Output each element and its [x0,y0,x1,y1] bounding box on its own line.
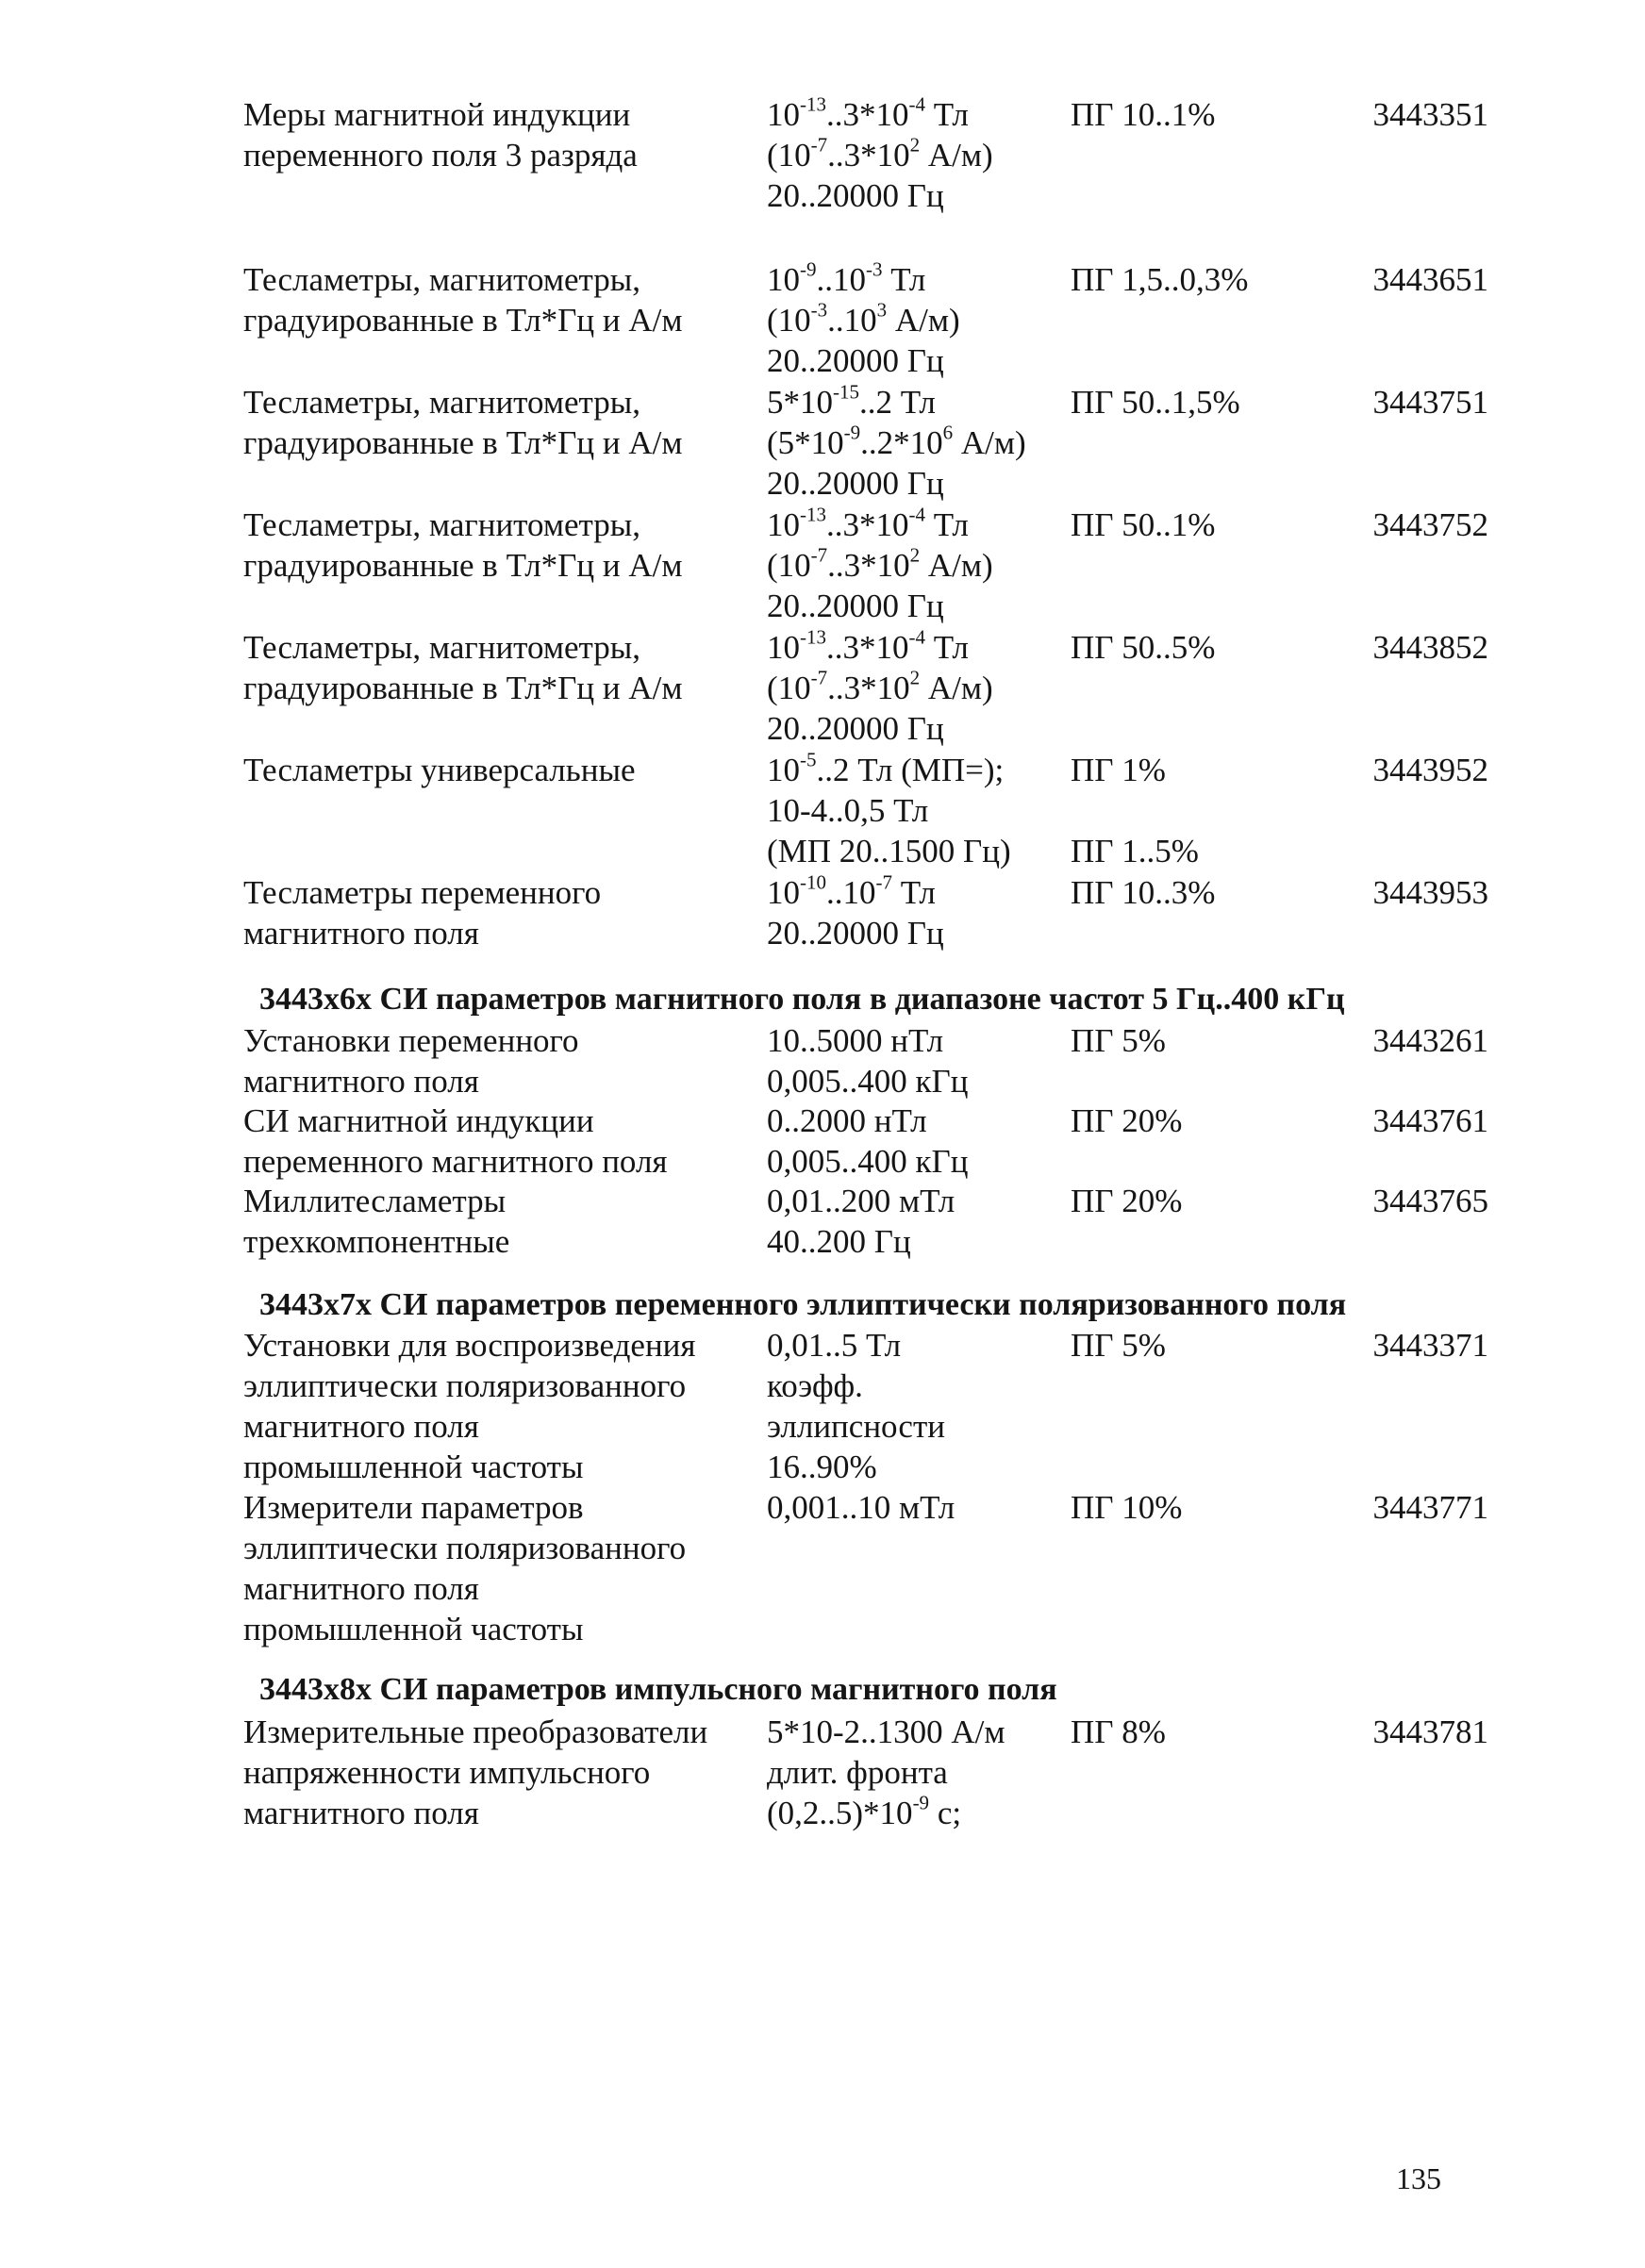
entry-range-line: 0,005..400 кГц [767,1143,969,1180]
entry-accuracy [1071,750,1354,871]
entry-range-line: 20..20000 Гц [767,177,944,214]
table-row [243,872,1488,953]
entry-name-line: промышленной частоты [243,1611,584,1647]
section-heading-3443x7x: 3443х7х СИ параметров переменного эллиптически поляризованного поля [259,1287,1347,1322]
entry-range-line: ($10^{-7}..3*10^2$ А/м) [767,666,993,706]
entry-code: 3443761 [1372,1102,1488,1139]
entry-range-line: ($10^{-3}..10^3$ А/м) [767,298,960,339]
entry-range [767,1101,1071,1182]
entry-range-line: $10^{-13}..3*10^{-4}$ Тл [767,503,969,543]
entry-name-line: СИ магнитной индукции [243,1102,594,1139]
entry-name-line: магнитного поля [243,915,479,952]
entry-range-line: 20..20000 Гц [767,465,944,502]
entry-accuracy [1071,1325,1354,1487]
entry-range-line: $10^{-5}..2$ Тл (МП=); [767,748,1005,788]
entry-range-line: ($5*10^{-9}..2*10^6$ А/м) [767,421,1026,461]
section-heading-3443x8x: 3443х8х СИ параметров импульсного магнитного поля [259,1672,1057,1707]
entry-name [243,1712,767,1833]
entry-range [767,872,1071,953]
entry-name [243,1325,767,1487]
entry-accuracy [1071,505,1354,626]
entry-range [767,382,1071,504]
entry-accuracy [1071,1181,1354,1262]
entry-name-line: переменного магнитного поля [243,1143,668,1180]
table-row [243,1020,1488,1101]
entry-accuracy-line: ПГ 50..5% [1071,629,1216,666]
entry-accuracy [1071,1101,1354,1182]
entry-accuracy-line: ПГ 50..1% [1071,506,1216,543]
table-row [243,750,1488,871]
entry-range [767,1712,1071,1833]
entry-code: 3443771 [1372,1489,1488,1526]
entry-accuracy-line: ПГ 10..1% [1071,96,1216,133]
entry-range-line: 0,001..10 мТл [767,1489,955,1526]
entry-range-line: 0,01..5 Тл [767,1327,902,1364]
entry-range-line: $10^{-9}..10^{-3}$ Тл [767,257,926,298]
entry-code: 3443765 [1372,1183,1488,1219]
entry-name-line: Тесламетры, магнитометры, [243,384,641,421]
entry-range-line: коэфф. [767,1367,863,1404]
entry-range-line: 0,01..200 мТл [767,1183,955,1219]
entry-name-line: градуированные в Тл*Гц и А/м [243,670,683,706]
entry-range-line: 20..20000 Гц [767,588,944,624]
entry-range-line: ($10^{-7}..3*10^2$ А/м) [767,543,993,584]
table-row [243,505,1488,626]
entry-name [243,259,767,381]
entry-accuracy-line: ПГ 20% [1071,1183,1183,1219]
entry-code: 3443752 [1372,506,1488,543]
entry-accuracy-line: ПГ 1..5% [1071,833,1199,869]
entry-code: 3443371 [1372,1327,1488,1364]
table-row [243,1487,1488,1649]
table-row [243,259,1488,381]
entry-accuracy-line: ПГ 10% [1071,1489,1183,1526]
entry-range [767,259,1071,381]
entry-range [767,750,1071,871]
entry-name [243,1181,767,1262]
entry-accuracy-line: ПГ 5% [1071,1022,1166,1059]
entry-range-line: 10-4..0,5 Тл [767,792,929,829]
entry-name [243,1101,767,1182]
table-row [243,1181,1488,1262]
entry-range-line: эллипсности [767,1408,945,1445]
entry-accuracy-line: ПГ 5% [1071,1327,1166,1364]
entry-name [243,627,767,749]
entry-range-line: 20..20000 Гц [767,710,944,747]
entry-code: 3443261 [1372,1022,1488,1059]
entry-name-line: магнитного поля [243,1795,479,1831]
table-row [243,627,1488,749]
entry-name-line: Тесламетры переменного [243,874,602,911]
entry-range-line: $(0,2..5)*10^{-9}$ с; [767,1791,962,1831]
entry-range-line: $5*10^{-15}..2$ Тл [767,380,936,421]
entry-name [243,505,767,626]
entry-range-line: $10^{-13}..3*10^{-4}$ Тл [767,92,969,133]
entry-code: 3443953 [1372,874,1488,911]
entry-name-line: напряженности импульсного [243,1754,651,1791]
entry-accuracy [1071,627,1354,749]
entry-range [767,1325,1071,1487]
entry-range [767,94,1071,216]
entry-name-line: градуированные в Тл*Гц и А/м [243,547,683,584]
entry-accuracy [1071,259,1354,381]
entry-name-line: градуированные в Тл*Гц и А/м [243,424,683,461]
entry-range-line: $10^{-13}..3*10^{-4}$ Тл [767,625,969,666]
entry-name-line: магнитного поля [243,1063,479,1100]
entry-accuracy [1071,1712,1354,1833]
entry-accuracy [1071,1020,1354,1101]
entry-accuracy [1071,1487,1354,1649]
entry-name-line: Тесламетры, магнитометры, [243,629,641,666]
entry-name-line: Измерители параметров [243,1489,584,1526]
entry-name [243,94,767,216]
entry-name-line: трехкомпонентные [243,1223,510,1260]
entry-range-line: 20..20000 Гц [767,342,944,379]
entry-name-line: эллиптически поляризованного [243,1367,687,1404]
page-number: 135 [1396,2161,1441,2195]
entry-name [243,872,767,953]
entry-code: 3443751 [1372,384,1488,421]
entry-code: 3443852 [1372,629,1488,666]
entry-range-line: длит. фронта [767,1754,948,1791]
table-row [243,1712,1488,1833]
table-row [243,94,1488,216]
entry-name-line: эллиптически поляризованного [243,1530,687,1566]
entry-range-line: 5*10-2..1300 А/м [767,1713,1005,1750]
entry-name-line: Измерительные преобразователи [243,1713,708,1750]
entry-name-line: магнитного поля [243,1408,479,1445]
entry-range [767,1487,1071,1649]
table-row [243,1101,1488,1182]
entry-range-line: 0..2000 нТл [767,1102,927,1139]
entry-accuracy [1071,94,1354,216]
entry-accuracy [1071,382,1354,504]
entry-code: 3443651 [1372,261,1488,298]
entry-name-line: Тесламетры, магнитометры, [243,261,641,298]
entry-range-line: 40..200 Гц [767,1223,911,1260]
entry-accuracy-line: ПГ 50..1,5% [1071,384,1240,421]
entry-name [243,1020,767,1101]
entry-name-line: магнитного поля [243,1570,479,1607]
entry-name [243,382,767,504]
entry-name [243,750,767,871]
entry-name-line: Меры магнитной индукции [243,96,631,133]
table-row [243,1325,1488,1487]
entry-code: 3443351 [1372,96,1488,133]
entry-name-line: переменного поля 3 разряда [243,137,638,174]
entry-code: 3443952 [1372,752,1488,788]
entry-name-line: Тесламетры, магнитометры, [243,506,641,543]
entry-accuracy-line: ПГ 20% [1071,1102,1183,1139]
entry-accuracy-line: ПГ 1% [1071,752,1166,788]
entry-range [767,1181,1071,1262]
entry-name-line: Установки переменного [243,1022,579,1059]
entry-range [767,505,1071,626]
entry-name-line: Тесламетры универсальные [243,752,636,788]
entry-range-line: (МП 20..1500 Гц) [767,833,1011,869]
entry-name-line: Миллитесламетры [243,1183,507,1219]
entry-accuracy-line: ПГ 8% [1071,1713,1166,1750]
entry-range [767,627,1071,749]
entry-name-line: градуированные в Тл*Гц и А/м [243,302,683,339]
entry-range [767,1020,1071,1101]
section-heading-3443x6x: 3443х6х СИ параметров магнитного поля в диапазоне частот 5 Гц..400 кГц [259,982,1345,1017]
entry-accuracy-line: ПГ 1,5..0,3% [1071,261,1249,298]
entry-accuracy [1071,872,1354,953]
entry-accuracy-line: ПГ 10..3% [1071,874,1216,911]
table-row [243,382,1488,504]
entry-name-line: промышленной частоты [243,1449,584,1485]
entry-range-line: 16..90% [767,1449,877,1485]
entry-range-line: 10..5000 нТл [767,1022,944,1059]
entry-range-line: $10^{-10}..10^{-7}$ Тл [767,870,936,911]
entry-name [243,1487,767,1649]
entry-code: 3443781 [1372,1713,1488,1750]
entry-range-line: ($10^{-7}..3*10^2$ А/м) [767,133,993,174]
entry-accuracy-line [1071,790,1354,831]
entry-name-line: Установки для воспроизведения [243,1327,696,1364]
entry-range-line: 20..20000 Гц [767,915,944,952]
entry-range-line: 0,005..400 кГц [767,1063,969,1100]
